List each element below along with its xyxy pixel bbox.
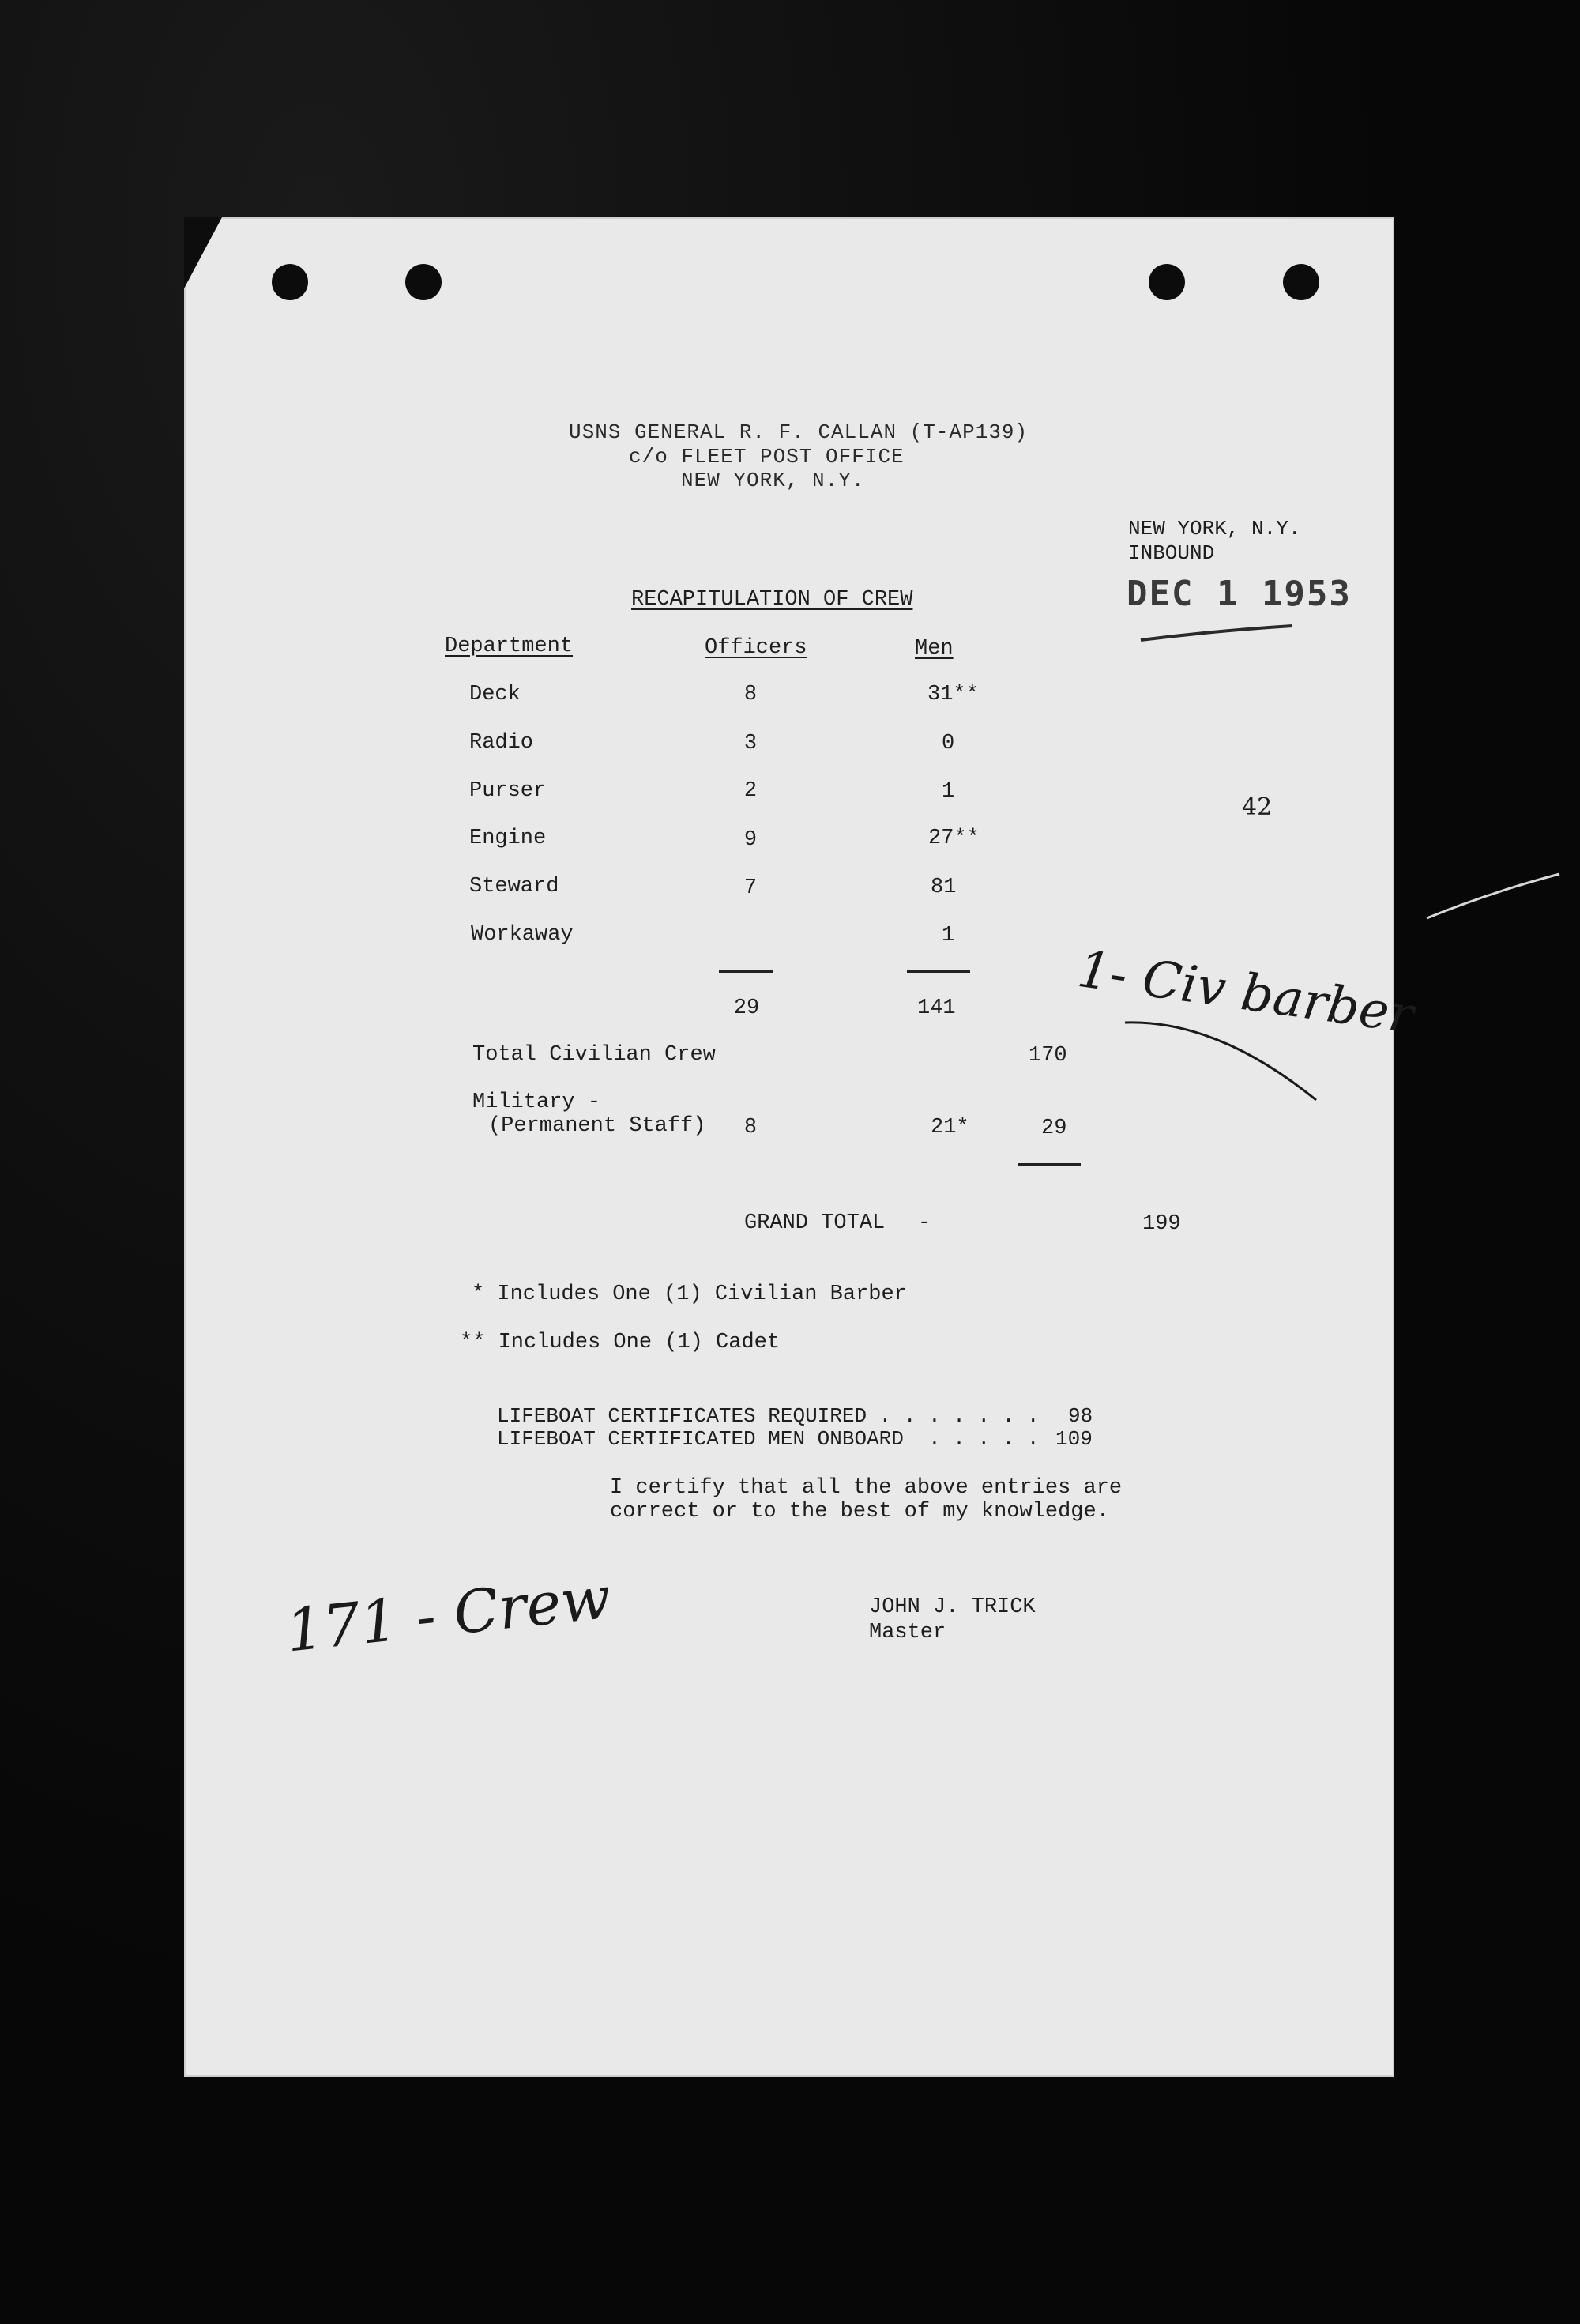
punch-hole: [1283, 264, 1319, 300]
subtotal-officers: 29: [733, 996, 760, 1020]
military-men: 21*: [931, 1116, 969, 1139]
row-department: Purser: [469, 779, 547, 803]
column-men: Men: [915, 637, 954, 661]
lifeboat-required-value: 98: [1068, 1404, 1093, 1428]
row-men: 1: [942, 924, 955, 947]
folded-corner: [184, 217, 222, 288]
letterhead-line-2: c/o FLEET POST OFFICE: [629, 445, 905, 469]
document-page: [184, 217, 1394, 2077]
subtotal-rule-officers: [719, 970, 773, 973]
row-officers: 9: [743, 828, 758, 852]
grand-total-label: GRAND TOTAL: [744, 1211, 886, 1235]
military-total-rule: [1018, 1163, 1081, 1166]
letterhead-line-3: NEW YORK, N.Y.: [681, 469, 865, 492]
lifeboat-onboard-value: 109: [1055, 1427, 1093, 1451]
total-civilian-label: Total Civilian Crew: [472, 1043, 716, 1067]
handwritten-barber-note: 1- Civ barber: [1074, 940, 1417, 1045]
letterhead-line-1: USNS GENERAL R. F. CALLAN (T-AP139): [569, 420, 1029, 444]
military-label: Military -: [472, 1090, 601, 1114]
punch-hole: [405, 264, 442, 300]
signature-title: Master: [869, 1621, 946, 1644]
row-officers: 2: [743, 779, 758, 803]
certification-line-1: I certify that all the above entries are: [610, 1476, 1123, 1500]
stamp-port: NEW YORK, N.Y.: [1128, 517, 1301, 541]
lifeboat-onboard-label: LIFEBOAT CERTIFICATED MEN ONBOARD . . . . .: [497, 1427, 1040, 1451]
military-total: 29: [1041, 1117, 1067, 1140]
footnote-barber: * Includes One (1) Civilian Barber: [472, 1283, 907, 1306]
row-department: Steward: [469, 875, 559, 898]
row-officers: 8: [743, 683, 758, 706]
stamp-inbound: INBOUND: [1128, 541, 1215, 565]
stamp-underline: [1138, 623, 1296, 646]
row-men: 31**: [927, 683, 979, 706]
military-officers: 8: [743, 1116, 758, 1139]
column-department: Department: [445, 635, 574, 658]
row-men: 1: [942, 780, 955, 804]
footnote-cadet: ** Includes One (1) Cadet: [460, 1331, 781, 1354]
column-officers: Officers: [705, 636, 807, 660]
row-department: Radio: [469, 731, 534, 755]
margin-number: 42: [1242, 793, 1273, 821]
certification-line-2: correct or to the best of my knowledge.: [610, 1500, 1109, 1524]
subtotal-men: 141: [917, 996, 956, 1020]
handwritten-crew-note: 171 - Crew: [283, 1563, 615, 1666]
grand-total-value: 199: [1142, 1212, 1181, 1236]
row-officers: 3: [743, 732, 758, 755]
punch-hole: [272, 264, 308, 300]
lifeboat-required-label: LIFEBOAT CERTIFICATES REQUIRED . . . . . . .: [497, 1404, 1040, 1428]
military-sublabel: (Permanent Staff): [488, 1114, 706, 1138]
handwritten-stroke: [1122, 1011, 1327, 1114]
signature-name: JOHN J. TRICK: [869, 1595, 1036, 1619]
total-civilian-value: 170: [1029, 1044, 1067, 1068]
punch-hole: [1149, 264, 1185, 300]
row-department: Workaway: [471, 923, 574, 947]
row-men: 0: [942, 732, 955, 755]
document-title: RECAPITULATION OF CREW: [631, 588, 913, 612]
row-men: 27**: [928, 827, 980, 850]
stamp-date: DEC 1 1953: [1127, 574, 1352, 614]
grand-total-dash: -: [918, 1211, 931, 1235]
subtotal-rule-men: [907, 970, 970, 973]
row-department: Engine: [469, 827, 547, 850]
handwritten-stroke: [1422, 869, 1564, 925]
row-men: 81: [931, 876, 957, 899]
row-officers: 7: [743, 876, 758, 900]
row-department: Deck: [469, 683, 521, 706]
